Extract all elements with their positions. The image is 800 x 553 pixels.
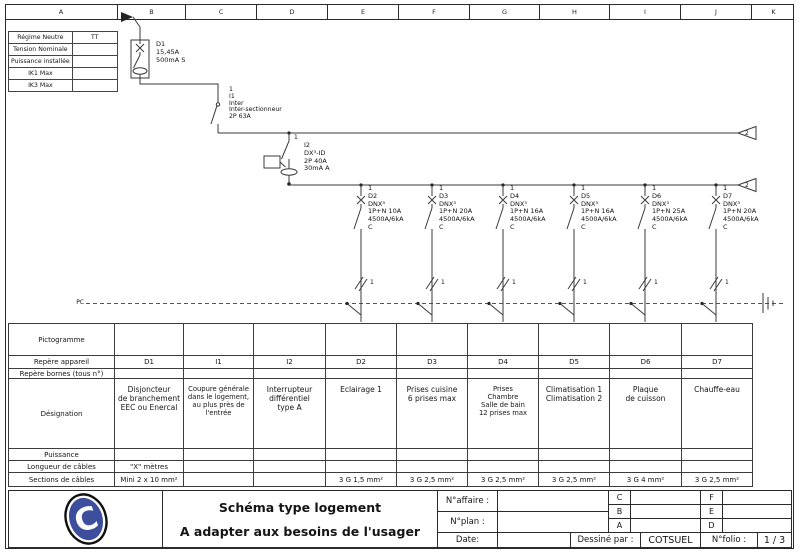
device-text: 1 xyxy=(652,184,657,192)
device-text: DNX³ xyxy=(368,199,385,208)
sections-D4: 3 G 2,5 mm² xyxy=(468,473,539,487)
wire-ref: 1 xyxy=(294,134,298,141)
affaire-value xyxy=(498,491,609,512)
drawn-by-value: COTSUEL xyxy=(641,533,701,547)
puissance-D6 xyxy=(610,449,682,461)
puissance-D2 xyxy=(326,449,397,461)
sections-I2 xyxy=(254,473,326,487)
spec-cell xyxy=(115,324,184,356)
device-text: D7 xyxy=(723,191,733,200)
cable-ref: 1 xyxy=(370,279,374,286)
device-text: C xyxy=(723,222,728,231)
device-text: 1 xyxy=(368,184,373,192)
device-text: C xyxy=(581,222,586,231)
device-text: DNX³ xyxy=(581,199,598,208)
breaker-blade xyxy=(354,208,361,229)
info-label: Tension Nominale xyxy=(9,44,73,56)
breaker-cross-icon xyxy=(570,196,578,204)
spec-cell xyxy=(254,369,326,379)
branch-label-D6 xyxy=(652,185,688,232)
breaker-blade xyxy=(567,208,574,229)
breaker-blade xyxy=(425,208,432,229)
differential-label xyxy=(304,142,330,173)
device-id: I2 xyxy=(304,141,311,149)
breaker-cross-icon xyxy=(641,196,649,204)
repere-I2: I2 xyxy=(254,356,326,369)
breaker-blade xyxy=(709,208,716,229)
spec-cell xyxy=(468,324,539,356)
rev-letter-c: C xyxy=(609,491,631,505)
supply-arrow-icon xyxy=(121,12,133,22)
cable-ref: 1 xyxy=(725,279,729,286)
spec-cell xyxy=(326,369,397,379)
differential-switch-symbol xyxy=(264,131,738,185)
title-block xyxy=(8,490,792,548)
puissance-D1 xyxy=(115,449,184,461)
logo-letter: C xyxy=(69,499,103,541)
designation-D7: Chauffe-eau xyxy=(682,379,753,449)
puissance-D4 xyxy=(468,449,539,461)
designation-D3: Prises cuisine 6 prises max xyxy=(397,379,468,449)
offpage-ref-bottom: 2 xyxy=(745,181,749,189)
device-text: 4500A/6kA xyxy=(652,215,688,224)
drawn-by-label: Dessiné par : xyxy=(571,533,641,547)
info-label: Puissance installée xyxy=(9,56,73,68)
pe-tap xyxy=(702,304,716,316)
sections-D5: 3 G 2,5 mm² xyxy=(539,473,610,487)
device-text: D6 xyxy=(652,191,662,200)
spec-table xyxy=(8,323,753,487)
device-text: 1P+N 20A xyxy=(723,207,757,216)
logo-cell xyxy=(9,491,163,547)
spec-row-label: Sections de câbles xyxy=(9,473,115,487)
device-type: Inter xyxy=(229,99,244,107)
branch-label-D7 xyxy=(723,185,759,232)
designation-D5: Climatisation 1 Climatisation 2 xyxy=(539,379,610,449)
longueur-D2 xyxy=(326,461,397,473)
spec-row-label: Longueur de câbles xyxy=(9,461,115,473)
folio-label: N°folio : xyxy=(701,533,758,547)
longueur-D1: "X" mètres xyxy=(115,461,184,473)
main-breaker-label xyxy=(156,41,185,64)
device-rating: 2P 40A xyxy=(304,156,327,165)
spec-cell xyxy=(468,369,539,379)
drawing-title: Schéma type logement xyxy=(218,499,382,515)
device-text: C xyxy=(439,222,444,231)
breaker-cross-icon xyxy=(428,196,436,204)
breaker-blade xyxy=(638,208,645,229)
date-value xyxy=(498,533,571,547)
info-value: TT xyxy=(72,32,117,44)
device-text: 1P+N 16A xyxy=(510,207,544,216)
sections-I1 xyxy=(184,473,254,487)
spec-row-label: Repère bornes (tous n°) xyxy=(9,369,115,379)
sections-D1: Mini 2 x 10 mm² xyxy=(115,473,184,487)
company-logo xyxy=(56,492,116,546)
pe-tap xyxy=(489,304,503,316)
rev-value xyxy=(723,505,791,519)
designation-D6: Plaque de cuisson xyxy=(610,379,682,449)
device-text: 1 xyxy=(439,184,444,192)
device-text: D4 xyxy=(510,191,520,200)
spec-row-label: Pictogramme xyxy=(9,324,115,356)
device-text: C xyxy=(368,222,373,231)
cable-ref: 1 xyxy=(583,279,587,286)
spec-row-label: Désignation xyxy=(9,379,115,449)
device-sensitivity: 30mA A xyxy=(304,164,330,173)
device-text: 1 xyxy=(510,184,515,192)
device-text: 4500A/6kA xyxy=(439,215,475,224)
column-header-B: B xyxy=(118,4,186,19)
puissance-I1 xyxy=(184,449,254,461)
spec-cell xyxy=(326,324,397,356)
puissance-D3 xyxy=(397,449,468,461)
device-text: 1P+N 16A xyxy=(581,207,615,216)
column-header-F: F xyxy=(399,4,470,19)
rev-letter-d: D xyxy=(701,519,723,533)
device-rating: 2P 63A xyxy=(229,113,251,121)
cable-ref: 1 xyxy=(441,279,445,286)
column-header-J: J xyxy=(681,4,752,19)
sections-D6: 3 G 4 mm² xyxy=(610,473,682,487)
device-type: Inter-sectionneur xyxy=(229,106,282,114)
folio-value: 1 / 3 xyxy=(763,534,786,546)
branch-label-D4 xyxy=(510,185,546,232)
info-label: IK1 Max xyxy=(9,68,73,80)
sections-D2: 3 G 1,5 mm² xyxy=(326,473,397,487)
repere-D3: D3 xyxy=(397,356,468,369)
rev-value xyxy=(631,491,701,505)
branch-label-D3 xyxy=(439,185,475,232)
device-text: 4500A/6kA xyxy=(723,215,759,224)
repere-D1: D1 xyxy=(115,356,184,369)
device-text: C xyxy=(652,222,657,231)
pe-tap xyxy=(560,304,574,316)
sections-D7: 3 G 2,5 mm² xyxy=(682,473,753,487)
longueur-D6 xyxy=(610,461,682,473)
rev-letter-b: B xyxy=(609,505,631,519)
spec-cell xyxy=(184,324,254,356)
device-text: 1P+N 10A xyxy=(368,207,402,216)
rev-value xyxy=(631,519,701,533)
device-text: D5 xyxy=(581,191,591,200)
device-text: C xyxy=(510,222,515,231)
spec-cell xyxy=(254,324,326,356)
puissance-D7 xyxy=(682,449,753,461)
earth-bus-label: PC xyxy=(76,299,84,306)
device-text: DNX³ xyxy=(652,199,669,208)
offpage-ref-top: 2 xyxy=(745,129,749,137)
pe-tap xyxy=(347,304,361,316)
device-sensitivity: 500mA S xyxy=(156,55,186,64)
pe-tap xyxy=(631,304,645,316)
branch-label-D5 xyxy=(581,185,617,232)
repere-D7: D7 xyxy=(682,356,753,369)
column-header-A: A xyxy=(5,4,118,19)
info-label: IK3 Max xyxy=(9,80,73,92)
plan-label: N°plan : xyxy=(438,512,498,533)
device-text: 1P+N 25A xyxy=(652,207,686,216)
drawing-title-cell xyxy=(163,491,438,547)
designation-I2: Interrupteur différentiel type A xyxy=(254,379,326,449)
spec-cell xyxy=(115,369,184,379)
breaker-cross-icon xyxy=(357,196,365,204)
breaker-cross-icon xyxy=(712,196,720,204)
breaker-blade xyxy=(496,208,503,229)
isolator-label xyxy=(229,87,282,121)
spec-cell xyxy=(682,324,753,356)
rev-value xyxy=(723,519,791,533)
date-label: Date: xyxy=(438,533,498,547)
spec-cell xyxy=(397,324,468,356)
column-header-D: D xyxy=(257,4,328,19)
spec-row-label: Repère appareil xyxy=(9,356,115,369)
spec-row-label: Puissance xyxy=(9,449,115,461)
device-text: D2 xyxy=(368,191,378,200)
spec-cell xyxy=(610,369,682,379)
earth-symbol-icon xyxy=(763,293,773,313)
drawing-subtitle: A adapter aux besoins de l'usager xyxy=(179,523,421,539)
column-header-C: C xyxy=(186,4,257,19)
device-text: DNX³ xyxy=(723,199,740,208)
wire-ref: 1 xyxy=(229,86,233,93)
column-header-I: I xyxy=(610,4,681,19)
puissance-D5 xyxy=(539,449,610,461)
repere-D6: D6 xyxy=(610,356,682,369)
longueur-I2 xyxy=(254,461,326,473)
device-text: 1 xyxy=(723,184,728,192)
device-text: 4500A/6kA xyxy=(368,215,404,224)
device-text: 4500A/6kA xyxy=(510,215,546,224)
supply-wire xyxy=(133,17,140,40)
longueur-D4 xyxy=(468,461,539,473)
designation-D4: Prises Chambre Salle de bain 12 prises max xyxy=(468,379,539,449)
device-text: 1P+N 20A xyxy=(439,207,473,216)
breaker-cross-icon xyxy=(499,196,507,204)
longueur-D5 xyxy=(539,461,610,473)
spec-cell xyxy=(397,369,468,379)
rev-value xyxy=(723,491,791,505)
rev-value xyxy=(631,505,701,519)
designation-D2: Eclairage 1 xyxy=(326,379,397,449)
repere-D5: D5 xyxy=(539,356,610,369)
longueur-I1 xyxy=(184,461,254,473)
spec-cell xyxy=(539,324,610,356)
spec-cell xyxy=(539,369,610,379)
cable-ref: 1 xyxy=(654,279,658,286)
cable-ref: 1 xyxy=(512,279,516,286)
rev-letter-e: E xyxy=(701,505,723,519)
affaire-label: N°affaire : xyxy=(438,491,498,512)
column-header-K: K xyxy=(771,7,776,16)
rev-letter-f: F xyxy=(701,491,723,505)
device-text: DNX³ xyxy=(510,199,527,208)
sections-D3: 3 G 2,5 mm² xyxy=(397,473,468,487)
spec-cell xyxy=(184,369,254,379)
device-text: 1 xyxy=(581,184,586,192)
repere-D4: D4 xyxy=(468,356,539,369)
pe-tap xyxy=(418,304,432,316)
designation-I1: Coupure générale dans le logement, au plus près de l'entrée xyxy=(184,379,254,449)
rev-letter-a: A xyxy=(609,519,631,533)
repere-D2: D2 xyxy=(326,356,397,369)
device-id: I1 xyxy=(229,92,235,100)
spec-cell xyxy=(682,369,753,379)
device-rating: 15,45A xyxy=(156,47,180,56)
device-model: DX³-ID xyxy=(304,148,326,157)
branch-label-D2 xyxy=(368,185,404,232)
column-header-H: H xyxy=(540,4,610,19)
longueur-D7 xyxy=(682,461,753,473)
isolator-switch-symbol xyxy=(211,99,738,133)
plan-value xyxy=(498,512,609,533)
device-text: 4500A/6kA xyxy=(581,215,617,224)
column-header-G: G xyxy=(470,4,540,19)
spec-cell xyxy=(610,324,682,356)
longueur-D3 xyxy=(397,461,468,473)
info-label: Régime Neutre xyxy=(9,32,73,44)
designation-D1: Disjoncteur de branchement EEC ou Enercal xyxy=(115,379,184,449)
device-text: D3 xyxy=(439,191,449,200)
puissance-I2 xyxy=(254,449,326,461)
device-id: D1 xyxy=(156,40,166,48)
device-text: DNX³ xyxy=(439,199,456,208)
earth-bus xyxy=(86,293,785,313)
repere-I1: I1 xyxy=(184,356,254,369)
column-header-E: E xyxy=(328,4,399,19)
